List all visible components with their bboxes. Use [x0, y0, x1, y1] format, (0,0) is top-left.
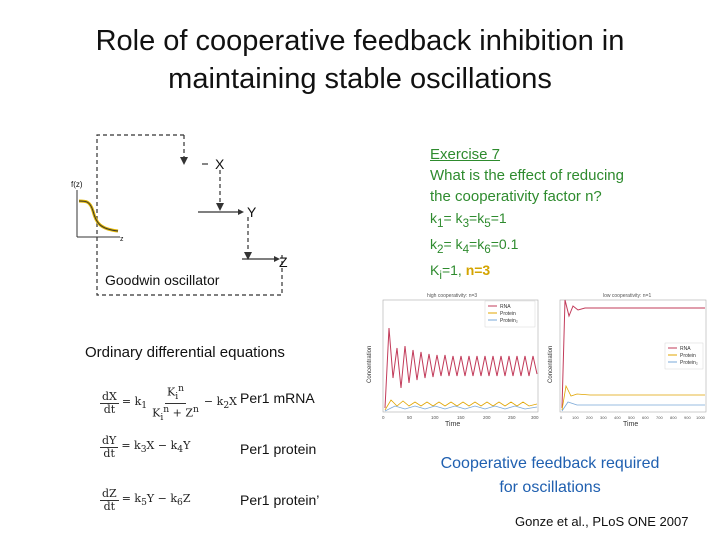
right-xtick-9: 900 — [684, 415, 691, 420]
equation-z: $\frac{dZ}{dt}$ = $k_5Y - k_6Z$ — [102, 487, 191, 513]
right-legend-rna: RNA — [680, 346, 691, 352]
equation-label-protein: Per1 protein — [240, 441, 317, 457]
goodwin-caption: Goodwin oscillator — [105, 272, 220, 288]
citation: Gonze et al., PLoS ONE 2007 — [515, 514, 689, 529]
equation-y: $\frac{dY}{dt}$ = $k_3X - k_4Y$ — [102, 434, 191, 460]
left-xtick-4: 200 — [483, 415, 491, 420]
title-line-1: Role of cooperative feedback inhibition in — [95, 25, 625, 57]
title-line-2: maintaining stable oscillations — [168, 63, 552, 95]
right-legend-protein: Protein — [680, 353, 696, 359]
right-xlabel: Time — [623, 421, 639, 428]
conclusion-line-1: Cooperative feedback required — [440, 455, 660, 472]
param-line-1: $k_1= k_3=k_5=1$ — [430, 210, 507, 230]
right-plot-title: low cooperativity: n=1 — [603, 293, 652, 299]
inset-ylabel: f(z) — [71, 180, 83, 189]
right-xtick-0: 0 — [560, 415, 563, 420]
right-legend-protein2: Protein₂ — [680, 360, 698, 366]
exercise-question-1: What is the effect of reducing — [430, 167, 624, 184]
node-x: X — [215, 156, 225, 172]
simulation-plots — [365, 288, 710, 430]
inset-xlabel: z — [120, 236, 124, 243]
slide-title — [20, 22, 700, 98]
equation-label-mrna: Per1 mRNA — [240, 390, 315, 406]
param-line-2: $k_2= k_4=k_6=0.1$ — [430, 235, 519, 256]
right-xtick-10: 1000 — [696, 415, 705, 420]
exercise-question-2: the cooperativity factor n? — [430, 188, 602, 205]
right-xtick-2: 200 — [586, 415, 593, 420]
left-xtick-6: 300 — [531, 415, 539, 420]
right-xtick-4: 400 — [614, 415, 621, 420]
node-z: Z — [279, 254, 288, 270]
exercise-title: Exercise 7 — [430, 146, 501, 163]
plot-high-cooperativity — [367, 293, 539, 428]
left-xlabel: Time — [445, 421, 461, 428]
left-xtick-0: 0 — [382, 415, 385, 420]
right-xtick-7: 700 — [656, 415, 663, 420]
right-xtick-8: 800 — [670, 415, 677, 420]
left-xtick-3: 150 — [457, 415, 465, 420]
conclusion-text — [410, 452, 690, 500]
equation-label-protein2: Per1 protein’ — [240, 492, 320, 508]
right-xtick-3: 300 — [600, 415, 607, 420]
right-xtick-6: 600 — [642, 415, 649, 420]
left-xtick-1: 50 — [407, 415, 413, 420]
left-legend-rna: RNA — [500, 304, 511, 310]
left-legend-protein: Protein — [500, 311, 516, 317]
plot-low-cooperativity — [548, 293, 706, 428]
exercise-block — [430, 144, 624, 207]
left-xtick-2: 100 — [431, 415, 439, 420]
left-plot-title: high cooperativity: n=3 — [427, 293, 478, 299]
conclusion-line-2: for oscillations — [499, 479, 601, 496]
ode-title: Ordinary differential equations — [85, 344, 285, 361]
right-xtick-1: 100 — [572, 415, 579, 420]
left-legend-protein2: Protein₂ — [500, 318, 518, 324]
right-xtick-5: 500 — [628, 415, 635, 420]
left-ylabel: Concentration — [367, 345, 373, 383]
equation-x: $\frac{dX}{dt}$ = $k_1$ $\frac{K_i^n}{K_i^n + Z^n}$ − $k_2X$ — [102, 383, 237, 423]
node-y: Y — [247, 204, 257, 220]
cooperativity-value: n=3 — [465, 261, 491, 278]
parameter-block — [430, 208, 518, 285]
right-ylabel: Concentration — [548, 345, 554, 383]
left-xtick-5: 250 — [508, 415, 516, 420]
param-line-3: $K_i=1$, n=3 — [430, 261, 491, 282]
